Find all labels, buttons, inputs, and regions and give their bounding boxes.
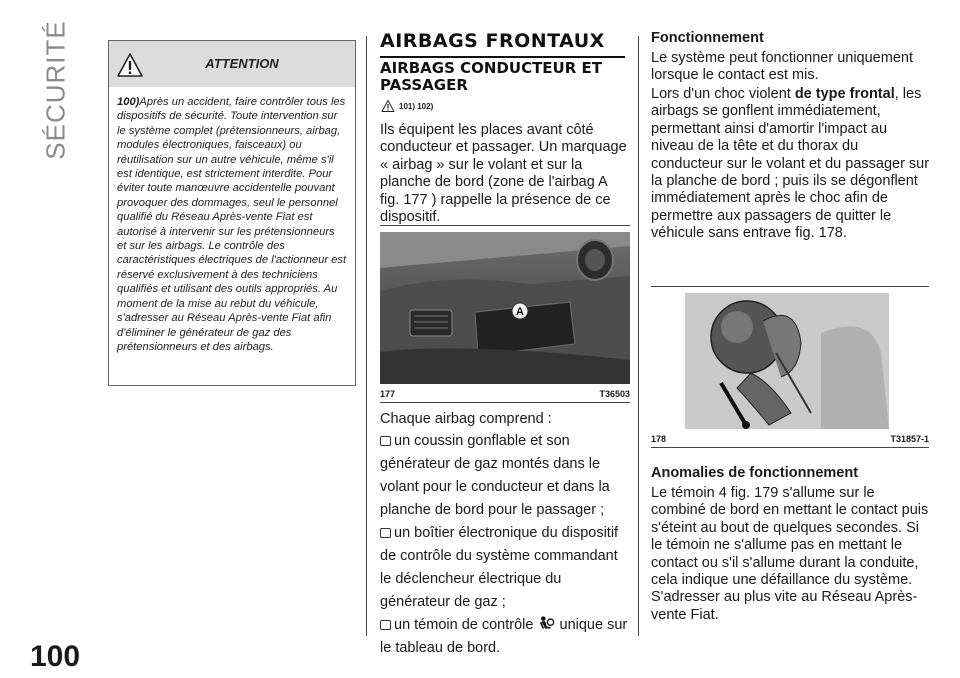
main-heading: AIRBAGS FRONTAUX bbox=[380, 30, 625, 58]
list-item bbox=[380, 430, 632, 522]
airbag-warning-light-icon bbox=[537, 615, 555, 633]
warning-triangle-icon bbox=[381, 100, 395, 112]
list-item-text: un témoin de contrôle bbox=[394, 617, 534, 633]
component-list bbox=[380, 430, 632, 660]
warning-header bbox=[109, 41, 355, 87]
page-number: 100 bbox=[30, 640, 81, 673]
figure-caption bbox=[651, 434, 929, 444]
figure-code: T36503 bbox=[599, 389, 630, 399]
warning-content: Après un accident, faire contrôler tous les dispositifs de sécurité. Toute intervention sur le système complet (prétensionneurs, airbag, modules électroniques, faisceaux) ou réutilisation sur un autre véhicule, même s'il est identique, est strictement interdite. Pour éviter toute manœuvre accidentelle pouvant provoquer des dommages, seul le personnel qualifié du Réseau Après-vente Fiat est autorisé à intervenir sur les prétensionneurs et sur les airbags. Le contrôle des caractéristiques électriques de l'actionneur est réservé exclusivement à des techniciens qualifiés et utilisant des outils appropriés. Au moment de la mise au rebut du véhicule, s'adresser au Réseau Après-vente Fiat afin d'éliminer le générateur de gaz des prétensionneurs et des airbags. bbox=[117, 96, 347, 353]
paragraph bbox=[651, 86, 931, 243]
list-item-text: unique sur le tableau de bord. bbox=[380, 617, 628, 656]
figure-178 bbox=[651, 286, 929, 448]
refs-text: 101) 102) bbox=[399, 101, 434, 111]
text-span: Lors d'un choc violent bbox=[651, 86, 795, 102]
warning-text bbox=[109, 87, 355, 354]
dashboard-photo bbox=[380, 232, 630, 384]
list-item bbox=[380, 522, 632, 614]
section-title-text: SÉCURITÉ bbox=[40, 20, 71, 160]
warning-number: 100) bbox=[117, 96, 140, 108]
sub-heading: AIRBAGS CONDUCTEUR ET PASSAGER bbox=[380, 59, 602, 94]
section-heading-fonctionnement: Fonctionnement bbox=[651, 30, 764, 46]
airbag-zone-label: A bbox=[516, 306, 524, 318]
warning-box bbox=[108, 40, 356, 386]
figure-number: 177 bbox=[380, 389, 396, 399]
list-item-text: un boîtier électronique du dispositif de contrôle du système commandant le déclencheur électrique du générateur de gaz ; bbox=[380, 525, 619, 610]
text-span: , les airbags se gonflent immédiatement, permettant ainsi d'amortir l'impact au niveau de la tête et du thorax du conducteur sur le volant et du passager sur la planche de bord ; puis ils se dégonflent immédiatement après le choc afin de permettre aux passagers de quitter le véhicule sans entrave fig. 178. bbox=[651, 86, 930, 242]
figure-number: 178 bbox=[651, 434, 667, 444]
figure-code: T31857-1 bbox=[890, 434, 929, 444]
column-divider bbox=[366, 36, 367, 636]
list-intro: Chaque airbag comprend : bbox=[380, 411, 552, 427]
warning-title: ATTENTION bbox=[205, 56, 279, 71]
section-title bbox=[36, 20, 76, 160]
column-divider bbox=[638, 36, 639, 636]
airbag-deploy-illustration bbox=[651, 293, 929, 429]
figure-caption bbox=[380, 389, 630, 399]
intro-paragraph: Ils équipent les places avant côté conducteur et passager. Un marquage « airbag » sur le volant et sur la planche de bord (zone de l'airbag A fig. 177 ) rappelle la présence de ce dispositif. bbox=[380, 122, 627, 226]
checkbox-bullet-icon bbox=[380, 528, 391, 538]
paragraph: Le témoin 4 fig. 179 s'allume sur le combiné de bord en mettant le contact puis s'éteint au bout de quelques secondes. Si le témoin ne s'allume pas en mettant le contact ou s'il s'allume durant la conduite, cela indique une défaillance du système. S'adresser au plus vite au Réseau Après-vente Fiat. bbox=[651, 485, 929, 623]
paragraph: Le système peut fonctionner uniquement lorsque le contact est mis. bbox=[651, 50, 913, 84]
text-bold: de type frontal bbox=[794, 86, 895, 102]
list-item-text: un coussin gonflable et son générateur de gaz montés dans le volant pour le conducteur et dans la planche de bord pour le passager ; bbox=[380, 433, 610, 518]
list-item bbox=[380, 614, 632, 660]
section-heading-anomalies: Anomalies de fonctionnement bbox=[651, 465, 859, 481]
checkbox-bullet-icon bbox=[380, 436, 391, 446]
checkbox-bullet-icon bbox=[380, 620, 391, 630]
warning-refs bbox=[381, 100, 433, 112]
figure-177 bbox=[380, 225, 630, 403]
